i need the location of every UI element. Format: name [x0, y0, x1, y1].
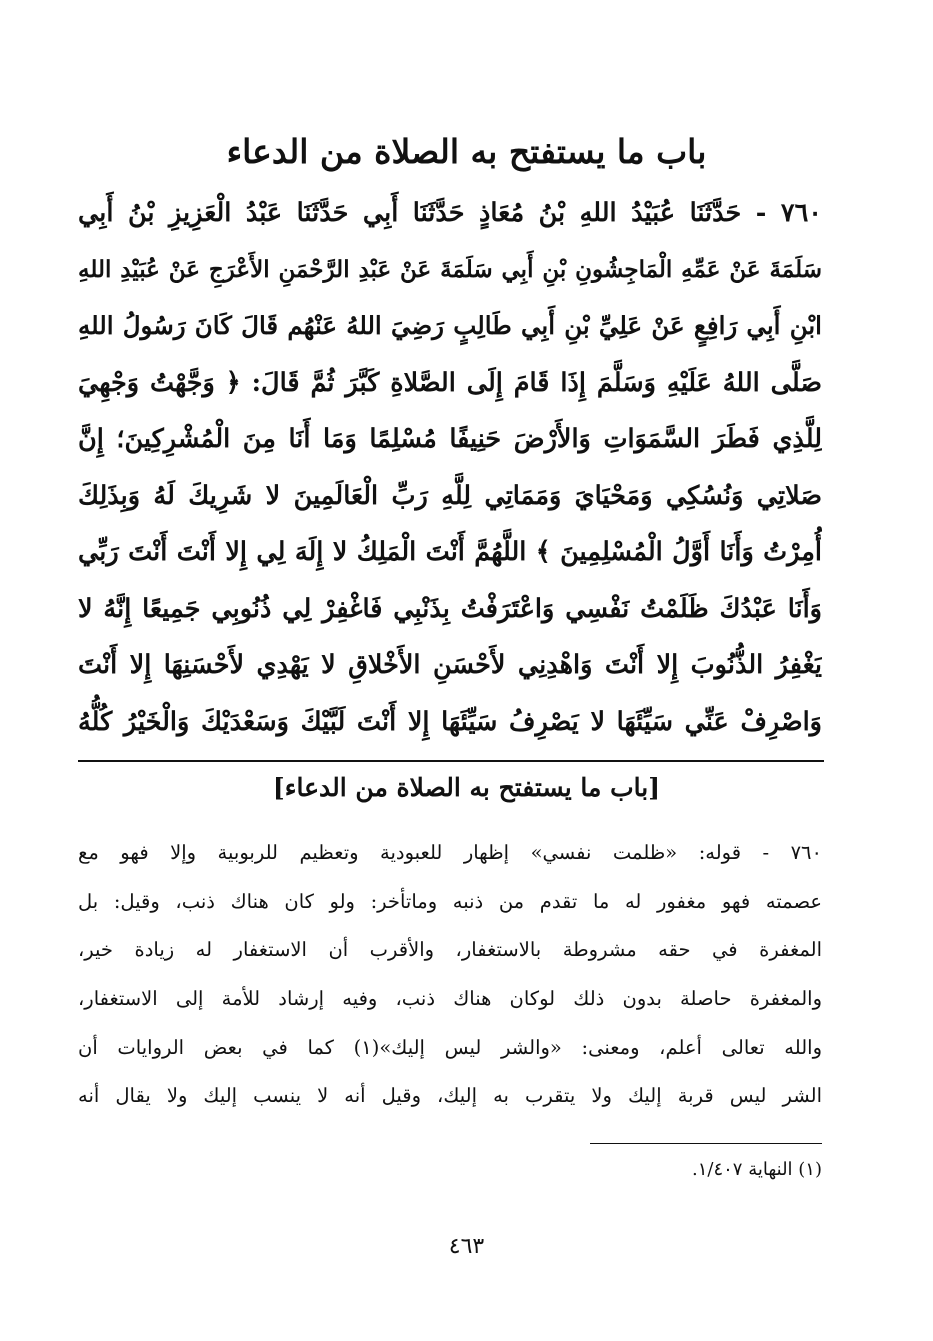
hadith-line: لِلَّذِي فَطَرَ السَّمَوَاتِ وَالأَرْضَ حَنِيفًا مُسْلِمًا وَمَا أَنَا مِنَ الْمُشْرِكِينَ؛ إِنَّ: [78, 424, 822, 454]
hadith-line: أُمِرْتُ وَأَنَا أَوَّلُ الْمُسْلِمِينَ ﴾ اللَّهُمَّ أَنْتَ الْمَلِكُ لا إِلَهَ لِي إِلا أَنْتَ أَنْتَ رَبِّي: [78, 537, 822, 567]
commentary-text: [78, 829, 822, 1121]
hadith-line: صَلاتِي وَنُسُكِي وَمَحْيَايَ وَمَمَاتِي لِلَّهِ رَبِّ الْعَالَمِينَ لا شَرِيكَ لَهُ وَبِذَلِكَ: [78, 480, 822, 511]
commentary-line: ٧٦٠ - قوله: «ظلمت نفسي» إظهار للعبودية وتعظيم للربوبية وإلا فهو مع: [78, 841, 822, 864]
section-divider: [78, 760, 824, 762]
commentary-line: عصمته فهو مغفور له ما تقدم من ذنبه وماتأخر: ولو كان هناك ذنب، وقيل: بل: [78, 889, 822, 913]
footnote: (١) النهاية ١/٤٠٧.: [691, 1159, 822, 1180]
hadith-line: ابْنِ أَبِي رَافِعٍ عَنْ عَلِيِّ بْنِ أَبِي طَالِبٍ رَضِيَ اللهُ عَنْهُم قَالَ كَانَ رَسُولُ اللهِ: [78, 311, 822, 340]
hadith-line: وَاصْرِفْ عَنِّي سَيِّئَهَا لا يَصْرِفُ سَيِّئَهَا إِلا أَنْتَ لَبَّيْكَ وَسَعْدَيْكَ وَالْخَيْرُ كُلُّهُ: [78, 706, 822, 737]
hadith-line: وَأَنَا عَبْدُكَ ظَلَمْتُ نَفْسِي وَاعْتَرَفْتُ بِذَنْبِي فَاغْفِرْ لِي ذُنُوبِي جَمِيعًا إِنَّهُ لا: [78, 593, 822, 624]
hadith-line: سَلَمَةَ عَنْ عَمِّهِ الْمَاجِشُونِ بْنِ أَبِي سَلَمَةَ عَنْ عَبْدِ الرَّحْمَنِ الأَعْرَجِ عَنْ عُبَيْدِ اللهِ: [78, 255, 822, 283]
commentary-line: والمغفرة حاصلة بدون ذلك لوكان هناك ذنب، وفيه إرشاد للأمة إلى الاستغفار،: [78, 987, 822, 1011]
hadith-line: ٧٦٠ - حَدَّثَنَا عُبَيْدُ اللهِ بْنُ مُعَاذٍ حَدَّثَنَا أَبِي حَدَّثَنَا عَبْدُ الْعَزِيزِ بْنُ أَبِي: [78, 198, 822, 228]
commentary-title: [باب ما يستفتح به الصلاة من الدعاء]: [272, 773, 661, 802]
commentary-line: المغفرة في حقه مشروطة بالاستغفار، والأقرب أن الاستغفار له زيادة خير،: [78, 938, 822, 962]
hadith-line: يَغْفِرُ الذُّنُوبَ إِلا أَنْتَ وَاهْدِنِي لأَحْسَنِ الأَخْلاقِ لا يَهْدِي لأَحْسَنِهَا إِلا أَنْتَ: [78, 650, 822, 680]
chapter-title: باب ما يستفتح به الصلاة من الدعاء: [226, 132, 707, 171]
footnote-separator: [590, 1143, 822, 1144]
commentary-line: والله تعالى أعلم، ومعنى: «والشر ليس إليك»(١) كما في بعض الروايات أن: [78, 1035, 822, 1059]
hadith-line: صَلَّى اللهُ عَلَيْهِ وَسَلَّمَ إِذَا قَامَ إِلَى الصَّلاةِ كَبَّرَ ثُمَّ قَالَ: ﴿ وَجَّهْتُ وَجْهِيَ: [78, 367, 822, 398]
commentary-line: الشر ليس قربة إليك ولا يتقرب به إليك، وقيل أنه لا ينسب إليك ولا يقال أنه: [78, 1084, 822, 1108]
page-number: ٤٦٣: [448, 1234, 485, 1259]
hadith-text: [78, 185, 822, 750]
